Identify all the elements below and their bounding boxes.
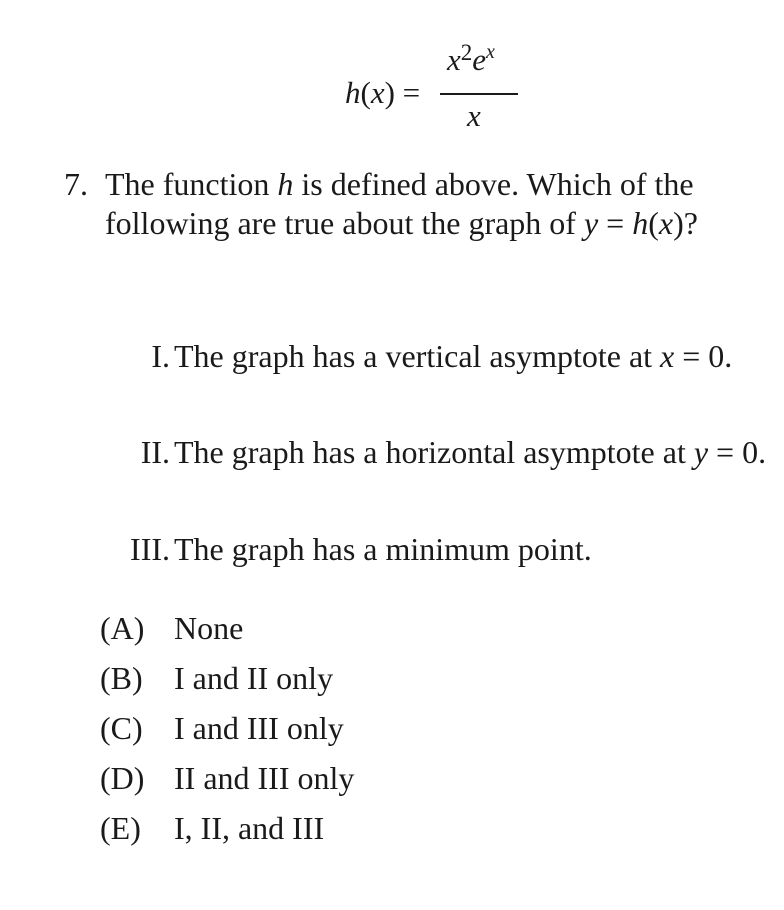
statement-text: The graph has a vertical asymptote at — [174, 338, 661, 374]
choice-letter: (C) — [100, 710, 143, 746]
statement-numeral: III. — [130, 531, 170, 567]
function-definition — [345, 38, 545, 138]
choice-letter: (B) — [100, 660, 143, 696]
question-stem — [64, 165, 724, 243]
numerator-e-exponent: x — [486, 41, 495, 63]
choice-d[interactable] — [100, 759, 354, 809]
question-number: 7. — [64, 166, 88, 202]
formula-function-name: h — [345, 75, 361, 110]
statement-variable: x — [660, 338, 675, 374]
question-graph-equals: = — [598, 205, 633, 241]
choice-text: I and II only — [174, 660, 334, 696]
formula-numerator — [447, 42, 495, 78]
question-graph-x: x — [658, 205, 674, 241]
choice-text: None — [174, 610, 244, 646]
question-text: The function h is defined above. Which of the following are true about the graph of y = h(x)? — [105, 166, 698, 241]
question-mark: ? — [683, 205, 698, 241]
choice-text: I, II, and III — [174, 810, 325, 846]
question-graph-h: h — [632, 205, 649, 241]
formula-lhs: h(x) = — [345, 75, 421, 110]
answer-choices — [100, 609, 354, 859]
choice-text: I and III only — [174, 710, 344, 746]
numerator-exponent: 2 — [460, 40, 473, 65]
statement-value: = 0. — [708, 434, 767, 470]
choice-text: II and III only — [174, 760, 355, 796]
statement-variable: y — [693, 434, 709, 470]
statement-value: = 0. — [674, 338, 733, 374]
statement-text: The graph has a minimum point. — [174, 531, 592, 567]
formula-fraction — [440, 38, 520, 138]
statement-1 — [151, 337, 784, 376]
question-text-part1: The function — [105, 166, 278, 202]
statement-numeral: II. — [140, 434, 170, 470]
numerator-e: e — [472, 42, 487, 77]
choice-a[interactable] — [100, 609, 354, 659]
statement-2 — [140, 433, 784, 472]
formula-denominator: x — [467, 98, 481, 133]
formula-argument: x — [370, 75, 385, 110]
numerator-base: x — [447, 42, 461, 77]
choice-c[interactable] — [100, 709, 354, 759]
choice-e[interactable] — [100, 809, 354, 859]
question-graph-y: y — [583, 205, 599, 241]
question-function-name: h — [277, 166, 294, 202]
formula-equals: = — [402, 75, 421, 110]
statement-numeral: I. — [151, 338, 170, 374]
choice-letter: (A) — [100, 610, 145, 646]
choice-letter: (E) — [100, 810, 141, 846]
statement-text: The graph has a horizontal asymptote at — [174, 434, 694, 470]
question-text-part2: is defined above. Which of the following are true about the graph of — [105, 166, 694, 241]
choice-letter: (D) — [100, 760, 145, 796]
statement-3 — [130, 530, 784, 569]
choice-b[interactable] — [100, 659, 354, 709]
fraction-bar — [440, 93, 518, 95]
